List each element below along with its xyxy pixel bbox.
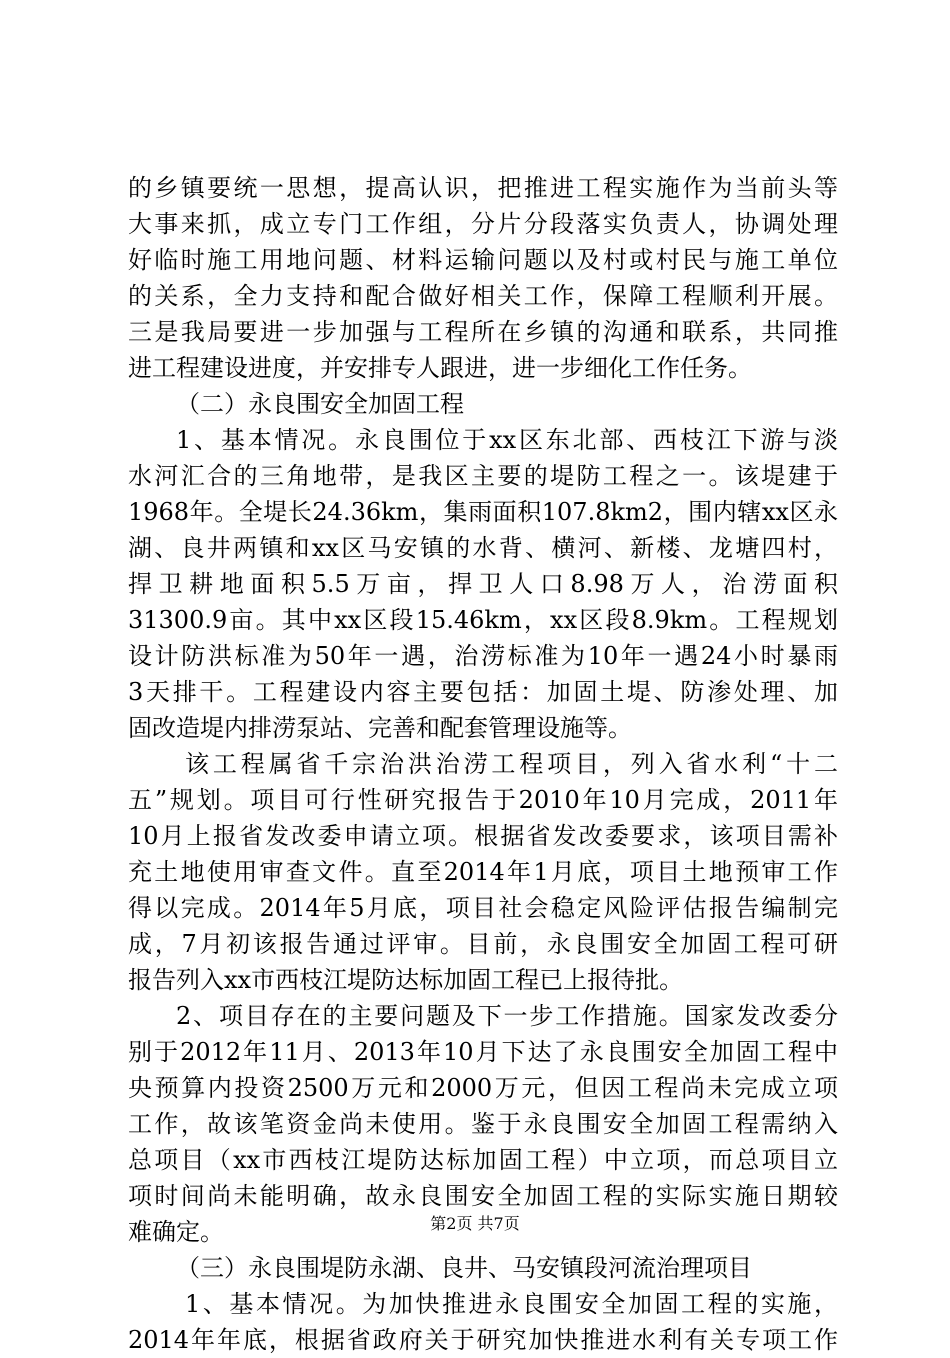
- text-line: 设计防洪标准为50年一遇，治涝标准为10年一遇24小时暴雨: [128, 642, 838, 670]
- text-line: 1、基本情况。为加快推进永良围安全加固工程的实施，: [185, 1290, 838, 1318]
- text-line: 好临时施工用地问题、材料运输问题以及村或村民与施工单位: [128, 246, 838, 274]
- text-line: 的关系，全力支持和配合做好相关工作，保障工程顺利开展。: [128, 282, 838, 310]
- text-line: 1968年。全堤长24.36km，集雨面积107.8km2，围内辖xx区永: [128, 498, 838, 526]
- text-line: 充土地使用审查文件。直至2014年1月底，项目土地预审工作: [128, 858, 838, 886]
- section-heading: （三）永良围堤防永湖、良井、马安镇段河流治理项目: [176, 1254, 752, 1282]
- text-line: 总项目（xx市西枝江堤防达标加固工程）中立项，而总项目立: [128, 1146, 838, 1174]
- text-line: 项时间尚未能明确，故永良围安全加固工程的实际实施日期较: [128, 1182, 838, 1210]
- text-line: 3天排干。工程建设内容主要包括：加固土堤、防渗处理、加: [128, 678, 838, 706]
- text-line: 成，7月初该报告通过评审。目前，永良围安全加固工程可研: [128, 930, 838, 958]
- text-line: 大事来抓，成立专门工作组，分片分段落实负责人，协调处理: [128, 210, 838, 238]
- text-line: 报告列入xx市西枝江堤防达标加固工程已上报待批。: [128, 966, 684, 994]
- page-number-footer: 第2页 共7页: [430, 1214, 520, 1233]
- text-line: 1、基本情况。永良围位于xx区东北部、西枝江下游与淡: [176, 426, 838, 454]
- text-line: 2、项目存在的主要问题及下一步工作措施。国家发改委分: [176, 1002, 838, 1030]
- text-line: 固改造堤内排涝泵站、完善和配套管理设施等。: [128, 714, 632, 742]
- document-body: [128, 170, 838, 1358]
- text-line: 央预算内投资2500万元和2000万元，但因工程尚未完成立项: [128, 1074, 838, 1102]
- text-line: 31300.9亩。其中xx区段15.46km，xx区段8.9km。工程规划: [128, 606, 838, 634]
- text-line: 10月上报省发改委申请立项。根据省发改委要求，该项目需补: [128, 822, 838, 850]
- text-line: 该工程属省千宗治洪治涝工程项目，列入省水利“十二: [185, 750, 838, 778]
- text-line: 进工程建设进度，并安排专人跟进，进一步细化工作任务。: [128, 354, 752, 382]
- text-line: 捍卫耕地面积5.5万亩，捍卫人口8.98万人，治涝面积: [128, 570, 838, 598]
- text-line: 别于2012年11月、2013年10月下达了永良围安全加固工程中: [128, 1038, 838, 1066]
- text-line: 工作，故该笔资金尚未使用。鉴于永良围安全加固工程需纳入: [128, 1110, 838, 1138]
- text-line: 水河汇合的三角地带，是我区主要的堤防工程之一。该堤建于: [128, 462, 838, 490]
- text-line: 湖、良井两镇和xx区马安镇的水背、横河、新楼、龙塘四村，: [128, 534, 838, 562]
- text-line: 五”规划。项目可行性研究报告于2010年10月完成，2011年: [128, 786, 838, 814]
- text-line: 难确定。: [128, 1218, 224, 1246]
- text-line: 的乡镇要统一思想，提高认识，把推进工程实施作为当前头等: [128, 174, 838, 202]
- text-line: 三是我局要进一步加强与工程所在乡镇的沟通和联系，共同推: [128, 318, 838, 346]
- text-line: 得以完成。2014年5月底，项目社会稳定风险评估报告编制完: [128, 894, 838, 922]
- text-line: 2014年年底，根据省政府关于研究加快推进水利有关专项工作: [128, 1326, 838, 1354]
- section-heading: （二）永良围安全加固工程: [176, 390, 464, 418]
